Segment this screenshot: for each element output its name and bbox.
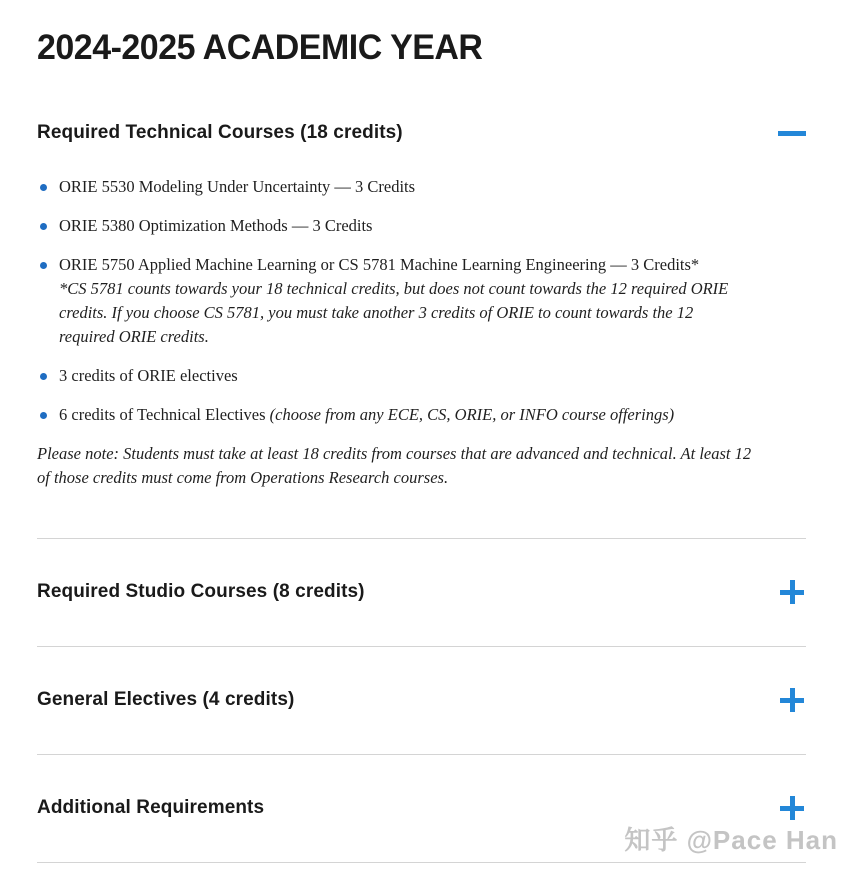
section-title: Additional Requirements: [37, 797, 265, 819]
accordion-section-required-technical-courses: [37, 109, 806, 539]
course-item: [37, 214, 749, 238]
section-header-required-studio-courses[interactable]: [37, 539, 806, 646]
course-footnote: *CS 5781 counts towards your 18 technical credits, but does not count towards the 12 required ORIE credits. If you choose CS 5781, you must take another 3 credits of ORIE to count towards the 12 required ORIE credits.: [59, 279, 729, 347]
accordion-section-general-electives: [37, 647, 806, 755]
course-item: [37, 364, 749, 388]
expand-plus-icon[interactable]: [778, 578, 806, 606]
accordion-section-additional-requirements: [37, 755, 806, 863]
section-body: [37, 167, 806, 538]
course-text: 6 credits of Technical Electives: [59, 405, 266, 425]
section-title: Required Technical Courses (18 credits): [37, 122, 403, 144]
course-text-italic: (choose from any ECE, CS, ORIE, or INFO course offerings): [269, 405, 675, 425]
section-title: General Electives (4 credits): [37, 689, 295, 711]
expand-plus-icon[interactable]: [778, 794, 806, 822]
watermark: 知乎 @Pace Han: [624, 825, 838, 855]
course-text: 3 credits of ORIE electives: [59, 366, 238, 386]
course-text: ORIE 5380 Optimization Methods — 3 Credits: [59, 216, 373, 236]
accordion-section-required-studio-courses: [37, 539, 806, 647]
section-header-additional-requirements[interactable]: [37, 755, 806, 862]
course-text: ORIE 5750 Applied Machine Learning or CS 5781 Machine Learning Engineering — 3 Credits*: [59, 255, 700, 275]
course-list: [37, 175, 806, 427]
course-item: [37, 253, 749, 349]
section-note: Please note: Students must take at least 18 credits from courses that are advanced and technical. At least 12 of those credits must come from Operations Research courses.: [37, 444, 752, 488]
expand-plus-icon[interactable]: [778, 686, 806, 714]
collapse-minus-icon[interactable]: [778, 119, 806, 147]
section-title: Required Studio Courses (8 credits): [37, 581, 365, 603]
course-item: [37, 403, 749, 427]
page-title: 2024-2025 ACADEMIC YEAR: [37, 28, 483, 67]
section-header-general-electives[interactable]: [37, 647, 806, 754]
course-item: [37, 175, 749, 199]
section-header-required-technical-courses[interactable]: [37, 109, 806, 167]
course-text: ORIE 5530 Modeling Under Uncertainty — 3 Credits: [59, 177, 416, 197]
